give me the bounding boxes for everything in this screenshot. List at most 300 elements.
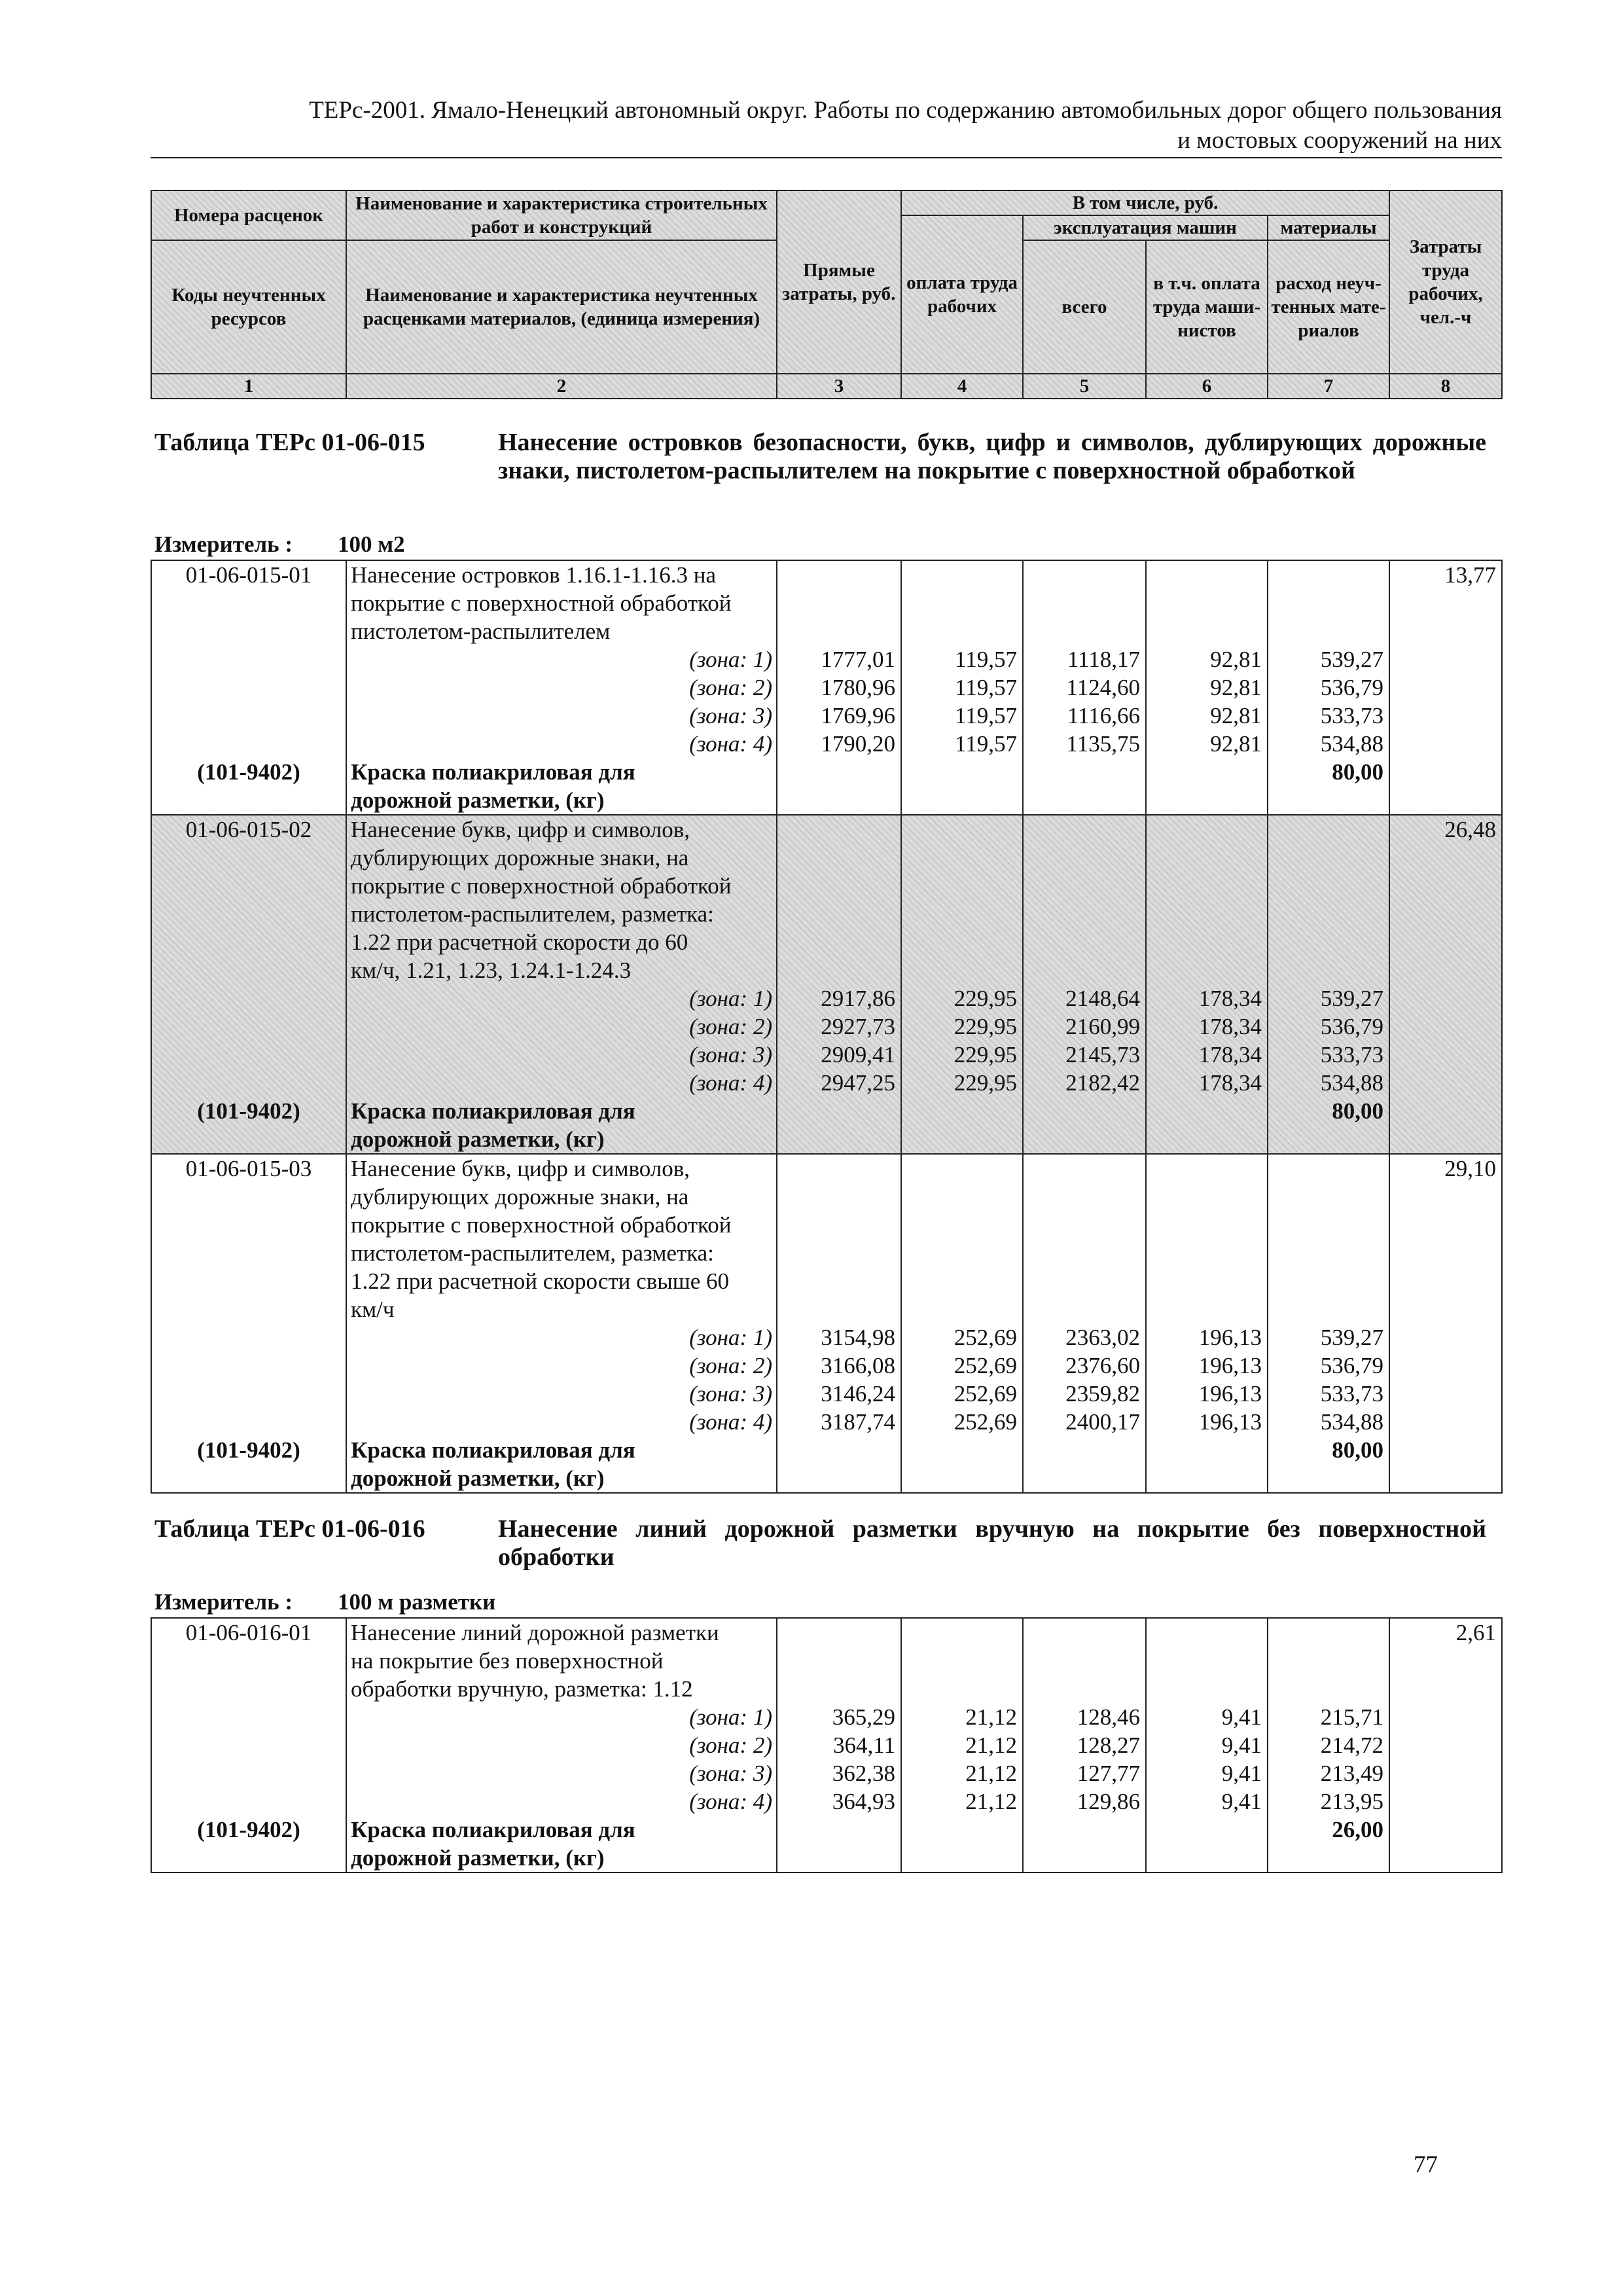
materials-cost: 534,88 <box>1320 1409 1383 1435</box>
spacer <box>902 928 1017 956</box>
spacer <box>902 1647 1017 1675</box>
direct-cost: 2909,41 <box>821 1042 895 1067</box>
header-col-number: 2 <box>346 374 777 399</box>
zone-label: (зона: 2) <box>689 1353 772 1378</box>
materials-cost-cell <box>1268 815 1389 1154</box>
resource-name-line: Краска полиакриловая для <box>351 759 635 785</box>
table-name: Нанесение островков безопасности, букв, цифр и символов, дублирующих дорожные знаки, пистолетом-распылителем на покрытие с поверхностной обработкой <box>498 429 1486 484</box>
spacer <box>1147 844 1262 872</box>
spacer <box>152 1759 346 1787</box>
machinists-wages: 92,81 <box>1210 675 1262 700</box>
spacer <box>1268 900 1383 928</box>
resource-code: (101-9402) <box>197 1098 300 1124</box>
zone-label: (зона: 2) <box>689 1014 772 1039</box>
spacer <box>1268 816 1383 844</box>
spacer <box>152 702 346 730</box>
spacer <box>1024 589 1140 617</box>
table-code: Таблица ТЕРс 01-06-016 <box>154 1515 425 1543</box>
worker-wages: 252,69 <box>954 1381 1017 1407</box>
resource-name-line: дорожной разметки, (кг) <box>351 1126 605 1152</box>
worker-wages: 21,12 <box>965 1704 1017 1730</box>
spacer <box>902 872 1017 900</box>
rate-name-cell <box>346 815 777 1154</box>
spacer <box>1147 1155 1262 1183</box>
direct-cost: 2917,86 <box>821 986 895 1011</box>
spacer <box>1147 561 1262 589</box>
spacer <box>1147 956 1262 984</box>
resource-quantity: 80,00 <box>1332 1437 1383 1463</box>
machinists-wages: 196,13 <box>1198 1409 1262 1435</box>
labor-cost-cell <box>1389 1154 1502 1493</box>
spacer <box>902 956 1017 984</box>
running-header-line-2: и мостовых сооружений на них <box>1177 127 1502 154</box>
work-description-line: 1.22 при расчетной скорости свыше 60 <box>351 1268 729 1294</box>
meter-value: 100 м разметки <box>338 1589 496 1615</box>
spacer <box>1147 1211 1262 1239</box>
direct-cost: 1780,96 <box>821 675 895 700</box>
table-title <box>154 1515 1486 1571</box>
direct-cost: 364,93 <box>832 1789 895 1814</box>
rate-code-cell <box>151 1618 346 1873</box>
table-title <box>154 429 1486 485</box>
spacer <box>1024 1211 1140 1239</box>
resource-quantity: 80,00 <box>1332 1098 1383 1124</box>
machinists-wages: 9,41 <box>1221 1732 1262 1758</box>
spacer <box>152 645 346 673</box>
machines-total: 2182,42 <box>1065 1070 1140 1096</box>
work-description-line: покрытие с поверхностной обработкой <box>351 590 732 616</box>
spacer <box>777 816 895 844</box>
spacer <box>152 1069 346 1097</box>
spacer <box>1147 1647 1262 1675</box>
work-description-line: покрытие с поверхностной обработкой <box>351 873 732 899</box>
direct-cost: 3187,74 <box>821 1409 895 1435</box>
resource-code: (101-9402) <box>197 1437 300 1463</box>
spacer <box>152 1211 346 1239</box>
worker-wages: 229,95 <box>954 986 1017 1011</box>
spacer <box>1268 872 1383 900</box>
spacer <box>777 617 895 645</box>
spacer <box>902 1619 1017 1647</box>
spacer <box>1268 1675 1383 1703</box>
spacer <box>1024 1183 1140 1211</box>
header-rate-numbers: Номера расценок <box>151 190 346 240</box>
rate-code-cell <box>151 815 346 1154</box>
spacer <box>1147 589 1262 617</box>
work-description-line: пистолетом-распылителем <box>351 619 611 644</box>
worker-wages: 252,69 <box>954 1353 1017 1378</box>
spacer <box>152 1352 346 1380</box>
spacer <box>1147 900 1262 928</box>
spacer <box>1147 1267 1262 1295</box>
spacer <box>1024 1267 1140 1295</box>
machines-total-cell <box>1023 560 1146 815</box>
materials-cost: 539,27 <box>1320 647 1383 672</box>
machines-total: 129,86 <box>1077 1789 1140 1814</box>
spacer <box>777 561 895 589</box>
worker-wages: 119,57 <box>955 647 1017 672</box>
rate-code: 01-06-016-01 <box>185 1620 312 1645</box>
machinists-wages: 9,41 <box>1221 1704 1262 1730</box>
rate-code-cell <box>151 560 346 815</box>
machines-total: 1135,75 <box>1066 731 1140 757</box>
machines-total: 1124,60 <box>1066 675 1140 700</box>
machines-total: 1116,66 <box>1067 703 1140 728</box>
resource-name-line: дорожной разметки, (кг) <box>351 1845 605 1871</box>
machines-total: 128,46 <box>1077 1704 1140 1730</box>
machinists-wages-cell <box>1146 560 1268 815</box>
direct-cost: 1790,20 <box>821 731 895 757</box>
spacer <box>1268 956 1383 984</box>
machinists-wages: 92,81 <box>1210 703 1262 728</box>
direct-cost: 1777,01 <box>821 647 895 672</box>
rate-row <box>151 560 1502 815</box>
resource-quantity: 80,00 <box>1332 759 1383 785</box>
spacer <box>152 872 346 900</box>
spacer <box>1024 844 1140 872</box>
labor-cost: 29,10 <box>1444 1156 1496 1181</box>
zone-label: (зона: 3) <box>689 1761 772 1786</box>
materials-cost: 536,79 <box>1320 1353 1383 1378</box>
spacer <box>1147 1619 1262 1647</box>
spacer <box>1268 1211 1383 1239</box>
spacer <box>1268 1647 1383 1675</box>
direct-cost-cell <box>777 1154 901 1493</box>
spacer <box>1024 816 1140 844</box>
spacer <box>777 1155 895 1183</box>
spacer <box>152 1380 346 1408</box>
worker-wages: 119,57 <box>955 703 1017 728</box>
spacer <box>902 1211 1017 1239</box>
work-description-line: дублирующих дорожные знаки, на <box>351 1184 689 1210</box>
spacer <box>152 1787 346 1816</box>
spacer <box>152 1267 346 1295</box>
machinists-wages-cell <box>1146 1154 1268 1493</box>
header-work-name: Наименование и характеристика строительных работ и конструкций <box>346 190 777 240</box>
header-resource-codes: Коды неучтенных ресурсов <box>151 240 346 374</box>
work-description-line: пистолетом-распылителем, разметка: <box>351 1240 714 1266</box>
spacer <box>777 956 895 984</box>
spacer <box>1024 956 1140 984</box>
labor-cost-cell <box>1389 815 1502 1154</box>
work-description-line: Нанесение островков 1.16.1-1.16.3 на <box>351 562 717 588</box>
machines-total: 2148,64 <box>1065 986 1140 1011</box>
machinists-wages: 178,34 <box>1198 1042 1262 1067</box>
materials-cost: 533,73 <box>1320 1042 1383 1067</box>
spacer <box>902 900 1017 928</box>
spacer <box>902 617 1017 645</box>
resource-name-line: дорожной разметки, (кг) <box>351 787 605 813</box>
spacer <box>902 1239 1017 1267</box>
table-meter <box>154 1589 495 1615</box>
header-col-number: 5 <box>1023 374 1146 399</box>
worker-wages: 21,12 <box>965 1732 1017 1758</box>
spacer <box>1024 928 1140 956</box>
machinists-wages-cell <box>1146 815 1268 1154</box>
work-description-line: дублирующих дорожные знаки, на <box>351 845 689 870</box>
direct-cost: 3146,24 <box>821 1381 895 1407</box>
machines-total: 2400,17 <box>1065 1409 1140 1435</box>
machinists-wages: 196,13 <box>1198 1325 1262 1350</box>
spacer <box>152 1703 346 1731</box>
worker-wages: 229,95 <box>954 1042 1017 1067</box>
spacer <box>777 1619 895 1647</box>
worker-wages: 229,95 <box>954 1070 1017 1096</box>
header-material-name: Наименование и характеристика неучтенных расценками материалов, (единица измерения) <box>346 240 777 374</box>
labor-cost-cell <box>1389 560 1502 815</box>
spacer <box>1024 617 1140 645</box>
machines-total: 2363,02 <box>1065 1325 1140 1350</box>
worker-wages: 252,69 <box>954 1325 1017 1350</box>
worker-wages: 21,12 <box>965 1761 1017 1786</box>
header-materials: материалы <box>1268 215 1389 240</box>
spacer <box>1024 1295 1140 1323</box>
spacer <box>902 1183 1017 1211</box>
zone-label: (зона: 2) <box>689 675 772 700</box>
header-direct-costs: Прямые затраты, руб. <box>777 190 901 374</box>
spacer <box>152 673 346 702</box>
direct-cost: 364,11 <box>833 1732 895 1758</box>
spacer <box>777 1183 895 1211</box>
meter-value: 100 м2 <box>338 531 405 557</box>
spacer <box>1268 561 1383 589</box>
worker-wages: 252,69 <box>954 1409 1017 1435</box>
header-in-total: В том числе, руб. <box>901 190 1389 215</box>
worker-wages: 229,95 <box>954 1014 1017 1039</box>
work-description-line: км/ч <box>351 1297 395 1322</box>
spacer <box>1268 1619 1383 1647</box>
spacer <box>152 1183 346 1211</box>
rate-row <box>151 815 1502 1154</box>
spacer <box>152 984 346 1013</box>
direct-cost-cell <box>777 1618 901 1873</box>
worker-wages: 21,12 <box>965 1789 1017 1814</box>
spacer <box>902 816 1017 844</box>
spacer <box>1024 1155 1140 1183</box>
worker-wages-cell <box>901 815 1023 1154</box>
spacer <box>777 1675 895 1703</box>
header-col-number: 3 <box>777 374 901 399</box>
machines-total-cell <box>1023 1618 1146 1873</box>
spacer <box>1024 1239 1140 1267</box>
spacer <box>777 1647 895 1675</box>
spacer <box>152 1013 346 1041</box>
materials-cost: 213,95 <box>1320 1789 1383 1814</box>
direct-cost-cell <box>777 815 901 1154</box>
direct-cost: 3154,98 <box>821 1325 895 1350</box>
labor-cost-cell <box>1389 1618 1502 1873</box>
zone-label: (зона: 1) <box>689 1704 772 1730</box>
spacer <box>152 1647 346 1675</box>
header-col-number: 4 <box>901 374 1023 399</box>
spacer <box>152 730 346 758</box>
spacer <box>1268 1155 1383 1183</box>
zone-label: (зона: 1) <box>689 986 772 1011</box>
header-worker-wages: оплата труда рабочих <box>901 215 1023 374</box>
resource-name-line: Краска полиакриловая для <box>351 1817 635 1842</box>
spacer <box>152 844 346 872</box>
running-header-line-1: ТЕРс-2001. Ямало-Ненецкий автономный округ. Работы по содержанию автомобильных дорог общего пользования <box>309 97 1502 124</box>
rates-table <box>151 560 1503 1494</box>
spacer <box>152 1323 346 1352</box>
direct-cost: 1769,96 <box>821 703 895 728</box>
header-col-number: 1 <box>151 374 346 399</box>
zone-label: (зона: 2) <box>689 1732 772 1758</box>
resource-name-line: Краска полиакриловая для <box>351 1098 635 1124</box>
spacer <box>902 561 1017 589</box>
materials-cost: 533,73 <box>1320 1381 1383 1407</box>
spacer <box>152 1041 346 1069</box>
spacer <box>1147 816 1262 844</box>
spacer <box>1024 1619 1140 1647</box>
spacer <box>1024 1675 1140 1703</box>
header-col-number: 6 <box>1146 374 1268 399</box>
machines-total: 127,77 <box>1077 1761 1140 1786</box>
rate-row <box>151 1154 1502 1493</box>
rate-code: 01-06-015-01 <box>185 562 312 588</box>
machinists-wages: 92,81 <box>1210 647 1262 672</box>
spacer <box>1147 617 1262 645</box>
machinists-wages: 178,34 <box>1198 1070 1262 1096</box>
spacer <box>777 1211 895 1239</box>
rates-table <box>151 1617 1503 1873</box>
column-header-table <box>151 190 1503 399</box>
rate-name-cell <box>346 560 777 815</box>
materials-cost: 215,71 <box>1320 1704 1383 1730</box>
spacer <box>1024 900 1140 928</box>
machinists-wages: 178,34 <box>1198 1014 1262 1039</box>
zone-label: (зона: 1) <box>689 1325 772 1350</box>
meter-label: Измеритель : <box>154 1589 293 1615</box>
rate-name-cell <box>346 1618 777 1873</box>
rate-row <box>151 1618 1502 1873</box>
rate-code: 01-06-015-03 <box>185 1156 312 1181</box>
spacer <box>1147 928 1262 956</box>
meter-label: Измеритель : <box>154 531 293 557</box>
machinists-wages-cell <box>1146 1618 1268 1873</box>
worker-wages-cell <box>901 1154 1023 1493</box>
work-description-line: обработки вручную, разметка: 1.12 <box>351 1676 693 1702</box>
spacer <box>152 900 346 928</box>
running-header <box>151 96 1502 158</box>
machines-total: 2145,73 <box>1065 1042 1140 1067</box>
resource-name-line: дорожной разметки, (кг) <box>351 1465 605 1491</box>
machines-total: 2160,99 <box>1065 1014 1140 1039</box>
machinists-wages: 9,41 <box>1221 1761 1262 1786</box>
work-description-line: на покрытие без поверхностной <box>351 1648 664 1674</box>
labor-cost: 13,77 <box>1444 562 1496 588</box>
spacer <box>152 1408 346 1436</box>
labor-cost: 26,48 <box>1444 817 1496 842</box>
header-machine-operation: эксплуатация машин <box>1023 215 1268 240</box>
machinists-wages: 196,13 <box>1198 1381 1262 1407</box>
rate-name-cell <box>346 1154 777 1493</box>
zone-label: (зона: 4) <box>689 1070 772 1096</box>
spacer <box>1268 589 1383 617</box>
materials-cost: 539,27 <box>1320 986 1383 1011</box>
direct-cost: 365,29 <box>832 1704 895 1730</box>
spacer <box>152 617 346 645</box>
machinists-wages: 196,13 <box>1198 1353 1262 1378</box>
direct-cost: 2947,25 <box>821 1070 895 1096</box>
machines-total: 2376,60 <box>1065 1353 1140 1378</box>
header-machines-total: всего <box>1023 240 1146 374</box>
materials-cost: 534,88 <box>1320 1070 1383 1096</box>
spacer <box>152 1731 346 1759</box>
machines-total-cell <box>1023 815 1146 1154</box>
materials-cost-cell <box>1268 1618 1389 1873</box>
zone-label: (зона: 1) <box>689 647 772 672</box>
labor-cost: 2,61 <box>1455 1620 1496 1645</box>
header-col-number: 8 <box>1389 374 1502 399</box>
work-description-line: 1.22 при расчетной скорости до 60 <box>351 929 688 955</box>
spacer <box>1147 1675 1262 1703</box>
spacer <box>902 1155 1017 1183</box>
resource-quantity: 26,00 <box>1332 1817 1383 1842</box>
spacer <box>777 1267 895 1295</box>
spacer <box>777 589 895 617</box>
spacer <box>777 928 895 956</box>
spacer <box>902 1267 1017 1295</box>
spacer <box>777 900 895 928</box>
direct-cost: 3166,08 <box>821 1353 895 1378</box>
spacer <box>902 589 1017 617</box>
worker-wages-cell <box>901 1618 1023 1873</box>
spacer <box>902 1675 1017 1703</box>
resource-name-line: Краска полиакриловая для <box>351 1437 635 1463</box>
work-description-line: км/ч, 1.21, 1.23, 1.24.1-1.24.3 <box>351 958 632 983</box>
header-labor-costs: Затраты труда рабочих, чел.-ч <box>1389 190 1502 374</box>
materials-cost-cell <box>1268 560 1389 815</box>
zone-label: (зона: 3) <box>689 1381 772 1407</box>
rate-code: 01-06-015-02 <box>185 817 312 842</box>
machines-total: 1118,17 <box>1067 647 1140 672</box>
direct-cost-cell <box>777 560 901 815</box>
spacer <box>777 1239 895 1267</box>
spacer <box>152 1295 346 1323</box>
header-col-number: 7 <box>1268 374 1389 399</box>
spacer <box>902 1295 1017 1323</box>
machines-total: 2359,82 <box>1065 1381 1140 1407</box>
zone-label: (зона: 4) <box>689 731 772 757</box>
worker-wages-cell <box>901 560 1023 815</box>
table-meter <box>154 531 405 558</box>
machines-total: 128,27 <box>1077 1732 1140 1758</box>
spacer <box>1147 1183 1262 1211</box>
direct-cost: 362,38 <box>832 1761 895 1786</box>
resource-code: (101-9402) <box>197 1817 300 1842</box>
materials-cost-cell <box>1268 1154 1389 1493</box>
machinists-wages: 9,41 <box>1221 1789 1262 1814</box>
table-code: Таблица ТЕРс 01-06-015 <box>154 429 425 456</box>
zone-label: (зона: 4) <box>689 1789 772 1814</box>
spacer <box>1024 561 1140 589</box>
materials-cost: 214,72 <box>1320 1732 1383 1758</box>
spacer <box>1147 1295 1262 1323</box>
materials-cost: 534,88 <box>1320 731 1383 757</box>
spacer <box>1268 1183 1383 1211</box>
rate-code-cell <box>151 1154 346 1493</box>
spacer <box>152 589 346 617</box>
machines-total-cell <box>1023 1154 1146 1493</box>
spacer <box>152 1239 346 1267</box>
work-description-line: покрытие с поверхностной обработкой <box>351 1212 732 1238</box>
work-description-line: Нанесение линий дорожной разметки <box>351 1620 719 1645</box>
zone-label: (зона: 3) <box>689 703 772 728</box>
spacer <box>777 872 895 900</box>
materials-cost: 539,27 <box>1320 1325 1383 1350</box>
materials-cost: 213,49 <box>1320 1761 1383 1786</box>
